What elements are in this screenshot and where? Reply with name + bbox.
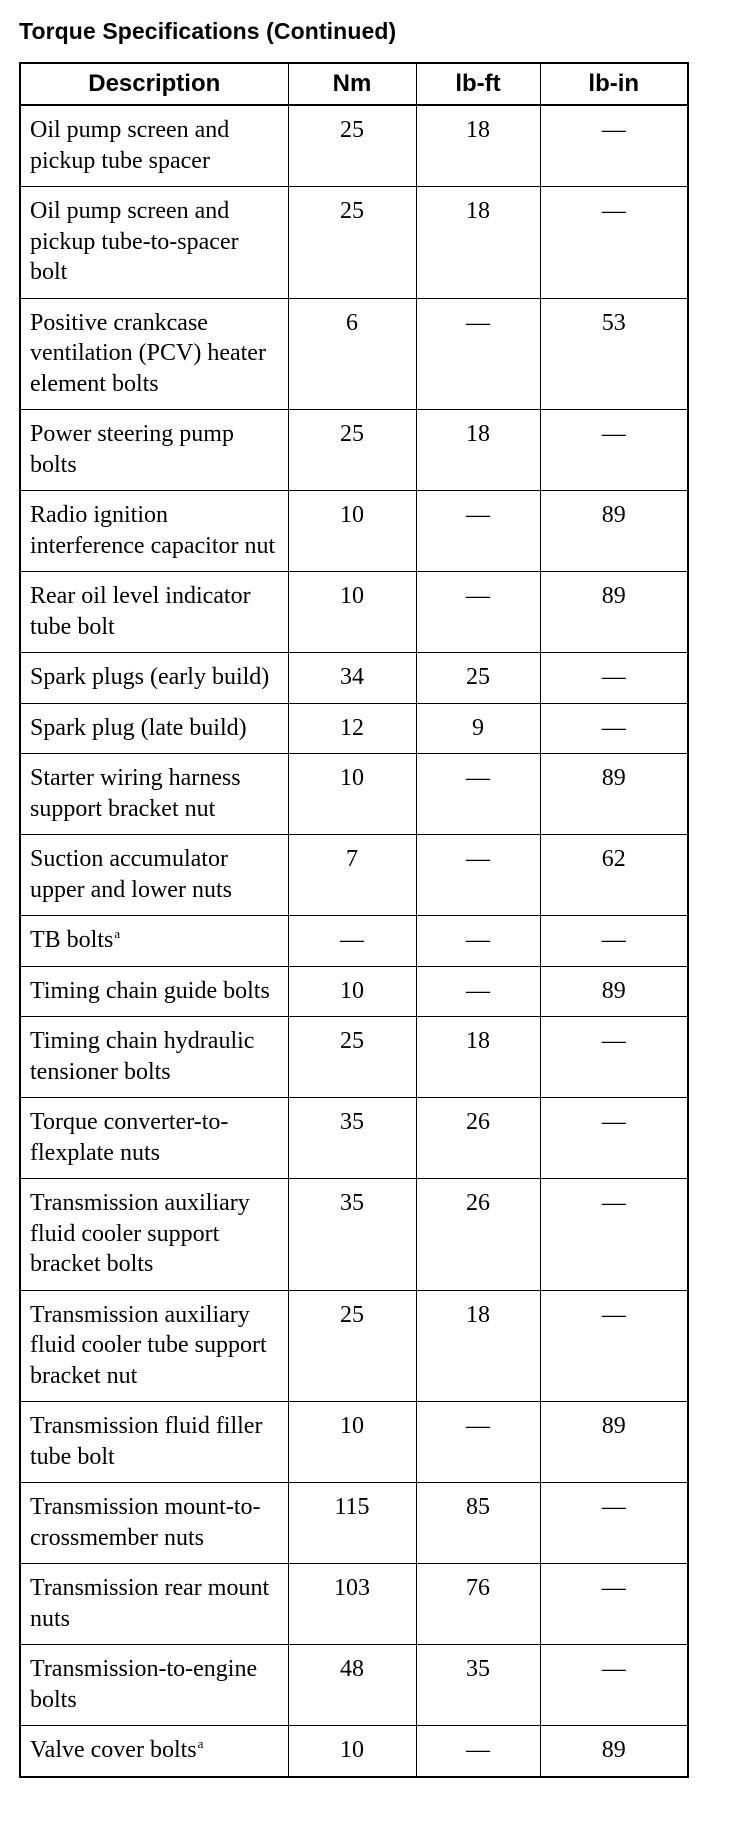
- lb-ft-cell: —: [416, 572, 540, 653]
- nm-cell: 10: [288, 1726, 416, 1777]
- table-row: [20, 298, 688, 410]
- lb-ft-cell: 18: [416, 1290, 540, 1402]
- nm-cell: 103: [288, 1564, 416, 1645]
- description-cell: [20, 1017, 288, 1098]
- table-row: [20, 966, 688, 1017]
- description-text: Power steering pump bolts: [30, 421, 234, 478]
- lb-in-cell: —: [540, 1564, 688, 1645]
- description-cell: [20, 1179, 288, 1291]
- description-cell: [20, 187, 288, 299]
- description-cell: [20, 1483, 288, 1564]
- description-text: Starter wiring harness support bracket nut: [30, 765, 241, 822]
- lb-in-cell: 62: [540, 835, 688, 916]
- lb-in-cell: —: [540, 410, 688, 491]
- header-nm: Nm: [288, 63, 416, 105]
- description-cell: [20, 1564, 288, 1645]
- description-cell: [20, 410, 288, 491]
- description-text: Valve cover bolts: [30, 1737, 197, 1763]
- lb-ft-cell: 76: [416, 1564, 540, 1645]
- nm-cell: 12: [288, 703, 416, 754]
- description-cell: [20, 703, 288, 754]
- table-row: [20, 653, 688, 704]
- description-text: Transmission fluid filler tube bolt: [30, 1413, 263, 1470]
- lb-ft-cell: —: [416, 1726, 540, 1777]
- nm-cell: 25: [288, 187, 416, 299]
- nm-cell: 10: [288, 754, 416, 835]
- table-row: [20, 1645, 688, 1726]
- description-text: Transmission mount-to-crossmember nuts: [30, 1494, 261, 1551]
- lb-in-cell: —: [540, 1017, 688, 1098]
- lb-in-cell: —: [540, 1290, 688, 1402]
- description-text: Timing chain hydraulic tensioner bolts: [30, 1028, 255, 1085]
- table-row: [20, 1402, 688, 1483]
- description-cell: [20, 1645, 288, 1726]
- description-text: Positive crankcase ventilation (PCV) heater element bolts: [30, 309, 266, 397]
- nm-cell: 10: [288, 966, 416, 1017]
- lb-ft-cell: 9: [416, 703, 540, 754]
- table-row: [20, 754, 688, 835]
- table-row: [20, 1017, 688, 1098]
- nm-cell: 25: [288, 1017, 416, 1098]
- lb-ft-cell: —: [416, 835, 540, 916]
- description-cell: [20, 754, 288, 835]
- description-text: Spark plugs (early build): [30, 664, 270, 690]
- lb-in-cell: —: [540, 1483, 688, 1564]
- lb-ft-cell: —: [416, 491, 540, 572]
- lb-ft-cell: 26: [416, 1098, 540, 1179]
- table-row: [20, 105, 688, 187]
- table-row: [20, 572, 688, 653]
- lb-ft-cell: 35: [416, 1645, 540, 1726]
- nm-cell: 25: [288, 105, 416, 187]
- table-header-row: [20, 63, 688, 105]
- lb-ft-cell: —: [416, 966, 540, 1017]
- table-row: [20, 1179, 688, 1291]
- description-text: Timing chain guide bolts: [30, 977, 270, 1004]
- lb-in-cell: —: [540, 916, 688, 967]
- nm-cell: —: [288, 916, 416, 967]
- lb-ft-cell: 85: [416, 1483, 540, 1564]
- footnote-marker: a: [197, 1736, 204, 1751]
- description-cell: [20, 298, 288, 410]
- nm-cell: 115: [288, 1483, 416, 1564]
- nm-cell: 34: [288, 653, 416, 704]
- description-text: Transmission-to-engine bolts: [30, 1656, 258, 1713]
- table-row: [20, 916, 688, 967]
- lb-in-cell: —: [540, 1645, 688, 1726]
- description-cell: [20, 1402, 288, 1483]
- table-row: [20, 1098, 688, 1179]
- description-text: Suction accumulator upper and lower nuts: [30, 846, 232, 903]
- header-description: Description: [20, 63, 288, 105]
- lb-ft-cell: 18: [416, 410, 540, 491]
- description-cell: [20, 966, 288, 1017]
- lb-in-cell: 89: [540, 1402, 688, 1483]
- table-row: [20, 1290, 688, 1402]
- description-cell: [20, 105, 288, 187]
- nm-cell: 10: [288, 572, 416, 653]
- lb-ft-cell: —: [416, 298, 540, 410]
- lb-in-cell: —: [540, 703, 688, 754]
- table-row: [20, 491, 688, 572]
- lb-ft-cell: 18: [416, 187, 540, 299]
- table-row: [20, 187, 688, 299]
- lb-in-cell: 89: [540, 1726, 688, 1777]
- description-text: Oil pump screen and pickup tube spacer: [30, 117, 230, 174]
- description-text: Radio ignition interference capacitor nut: [30, 502, 276, 559]
- description-text: Rear oil level indicator tube bolt: [30, 583, 251, 640]
- description-cell: [20, 1726, 288, 1777]
- nm-cell: 6: [288, 298, 416, 410]
- lb-ft-cell: 18: [416, 1017, 540, 1098]
- table-row: [20, 1483, 688, 1564]
- torque-spec-table: [19, 62, 689, 1778]
- description-cell: [20, 491, 288, 572]
- description-cell: [20, 916, 288, 967]
- description-text: Transmission rear mount nuts: [30, 1575, 270, 1632]
- table-row: [20, 410, 688, 491]
- description-text: TB bolts: [30, 927, 114, 953]
- description-cell: [20, 1098, 288, 1179]
- description-cell: [20, 572, 288, 653]
- lb-in-cell: —: [540, 1098, 688, 1179]
- lb-in-cell: 89: [540, 754, 688, 835]
- nm-cell: 10: [288, 491, 416, 572]
- lb-ft-cell: 26: [416, 1179, 540, 1291]
- lb-in-cell: 89: [540, 491, 688, 572]
- lb-ft-cell: —: [416, 916, 540, 967]
- lb-in-cell: 53: [540, 298, 688, 410]
- lb-ft-cell: 18: [416, 105, 540, 187]
- lb-in-cell: —: [540, 653, 688, 704]
- table-row: [20, 703, 688, 754]
- nm-cell: 35: [288, 1098, 416, 1179]
- lb-in-cell: —: [540, 105, 688, 187]
- description-text: Spark plug (late build): [30, 714, 247, 741]
- lb-in-cell: 89: [540, 572, 688, 653]
- header-lb-ft: lb-ft: [416, 63, 540, 105]
- description-text: Transmission auxiliary fluid cooler tube support bracket nut: [30, 1301, 267, 1389]
- nm-cell: 35: [288, 1179, 416, 1291]
- lb-in-cell: 89: [540, 966, 688, 1017]
- table-row: [20, 1564, 688, 1645]
- table-row: [20, 835, 688, 916]
- lb-ft-cell: —: [416, 754, 540, 835]
- header-lb-in: lb-in: [540, 63, 688, 105]
- description-cell: [20, 1290, 288, 1402]
- nm-cell: 7: [288, 835, 416, 916]
- nm-cell: 48: [288, 1645, 416, 1726]
- page-title: Torque Specifications (Continued): [19, 18, 397, 44]
- footnote-marker: a: [114, 926, 121, 941]
- nm-cell: 25: [288, 1290, 416, 1402]
- lb-ft-cell: —: [416, 1402, 540, 1483]
- description-text: Transmission auxiliary fluid cooler support bracket bolts: [30, 1190, 250, 1277]
- nm-cell: 25: [288, 410, 416, 491]
- lb-in-cell: —: [540, 1179, 688, 1291]
- description-cell: [20, 835, 288, 916]
- table-row: [20, 1726, 688, 1777]
- lb-in-cell: —: [540, 187, 688, 299]
- table-body: [20, 105, 688, 1777]
- nm-cell: 10: [288, 1402, 416, 1483]
- lb-ft-cell: 25: [416, 653, 540, 704]
- description-text: Oil pump screen and pickup tube-to-spacer bolt: [30, 198, 239, 285]
- description-cell: [20, 653, 288, 704]
- description-text: Torque converter-to-flexplate nuts: [30, 1109, 229, 1166]
